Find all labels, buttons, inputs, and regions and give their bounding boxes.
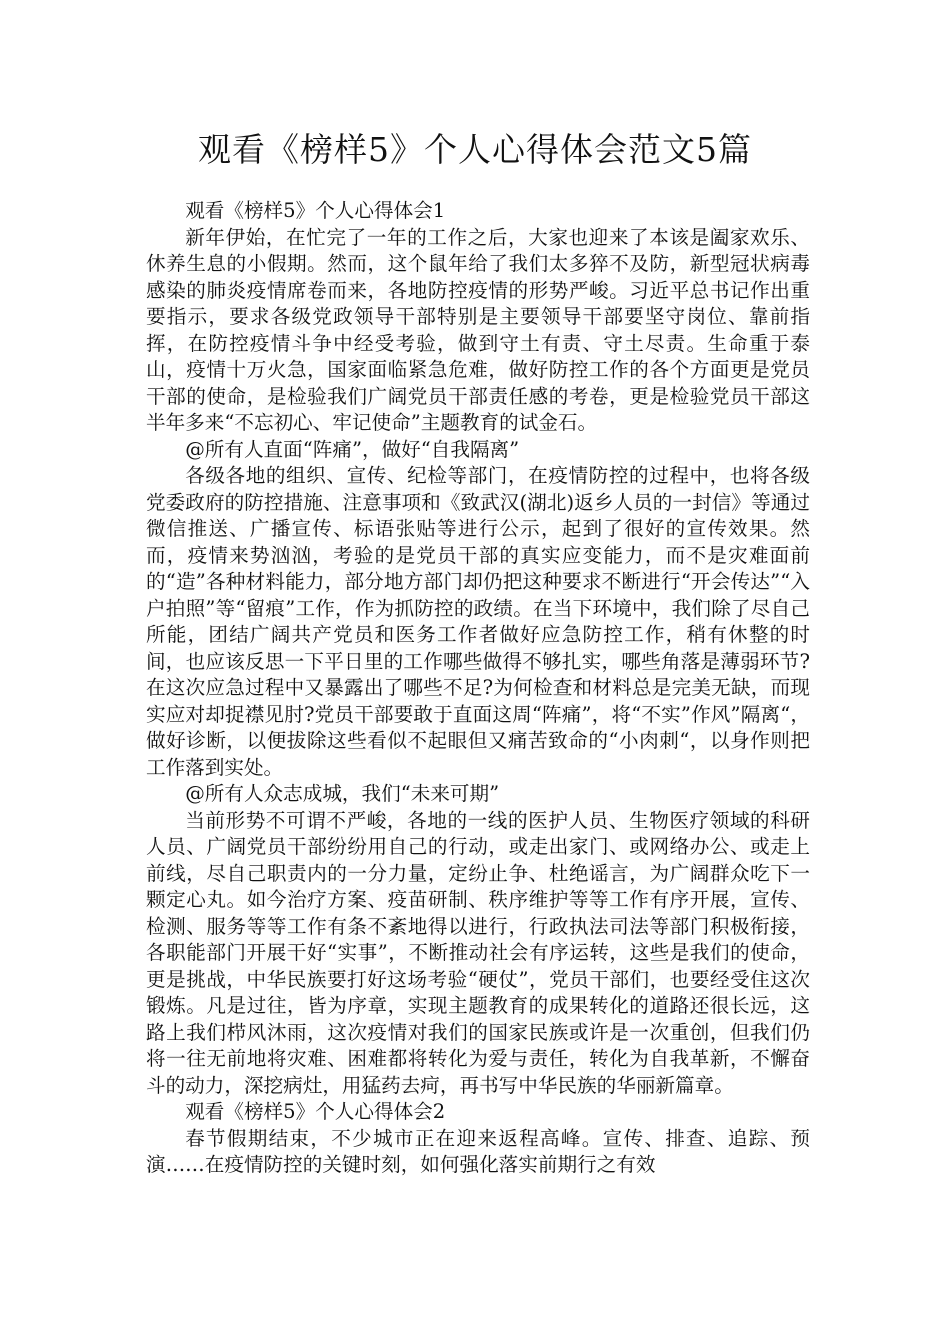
section-heading-1: 观看《榜样5》个人心得体会1 [185,199,446,222]
paragraph: 当前形势不可谓不严峻，各地的一线的医护人员、生物医疗领域的科研人员、广阔党员干部纷纷用自己的行动，或走出家门、或网络办公、或走上前线，尽自己职责内的一分力量，定纷止争、杜绝谣言，为广阔群众吃下一颗定心丸。如今治疗方案、疫苗研制、秩序维护等等工作有序开展，宣传、检测、服务等等工作有条不紊地得以进行，行政执法司法等部门积极衔接，各职能部门开展干好“实事”，不断推动社会有序运转，这些是我们的使命，更是挑战，中华民族要打好这场考验“硬仗”，党员干部们，也要经受住这次锻炼。凡是过往，皆为序章，实现主题教育的成果转化的道路还很长远，这路上我们栉风沐雨，这次疫情对我们的国家民族或许是一次重创，但我们仍将一往无前地将灾难、困难都将转化为爱与责任，转化为自我革新，不懈奋斗的动力，深挖病灶，用猛药去疴，再书写中华民族的华丽新篇章。 [146,808,810,1097]
document-title: 观看《榜样5》个人心得体会范文5篇 [198,130,752,169]
paragraph: 新年伊始，在忙完了一年的工作之后，大家也迎来了本该是阖家欢乐、休养生息的小假期。然而，这个鼠年给了我们太多猝不及防，新型冠状病毒感染的肺炎疫情席卷而来，各地防控疫情的形势严峻。习近平总书记作出重要指示，要求各级党政领导干部特别是主要领导干部要坚守岗位、靠前指挥，在防控疫情斗争中经受考验，做到守土有责、守土尽责。生命重于泰山，疫情十万火急，国家面临紧急危难，做好防控工作的各个方面更是党员干部的使命，是检验我们广阔党员干部责任感的考卷，更是检验党员干部这半年多来“不忘初心、牢记使命”主题教育的试金石。 [146,225,810,434]
section-heading-2: 观看《榜样5》个人心得体会2 [185,1100,446,1123]
subheading: @所有人直面“阵痛”，做好“自我隔离” [185,437,520,461]
subheading: @所有人众志成城，我们“未来可期” [185,782,500,805]
paragraph: 各级各地的组织、宣传、纪检等部门，在疫情防控的过程中，也将各级党委政府的防控措施、注意事项和《致武汉(湖北)返乡人员的一封信》等通过微信推送、广播宣传、标语张贴等进行公示，起到了很好的宣传效果。然而，疫情来势汹汹，考验的是党员干部的真实应变能力，而不是灾难面前的“造”各种材料能力，部分地方部门却仍把这种要求不断进行“开会传达”“入户拍照”等“留痕”工作，作为抓防控的政绩。在当下环境中，我们除了尽自己所能，团结广阔共产党员和医务工作者做好应急防控工作，稍有休整的时间，也应该反思一下平日里的工作哪些做得不够扎实，哪些角落是薄弱环节?在这次应急过程中又暴露出了哪些不足?为何检查和材料总是完美无缺，而现实应对却捉襟见肘?党员干部要敢于直面这周“阵痛”，将“不实”作风”隔离“，做好诊断，以便拔除这些看似不起眼但又痛苦致命的“小肉刺“，以身作则把工作落到实处。 [146,464,810,779]
paragraph: 春节假期结束，不少城市正在迎来返程高峰。宣传、排查、追踪、预演……在疫情防控的关键时刻，如何强化落实前期行之有效 [146,1126,810,1176]
document-body [146,198,810,1179]
